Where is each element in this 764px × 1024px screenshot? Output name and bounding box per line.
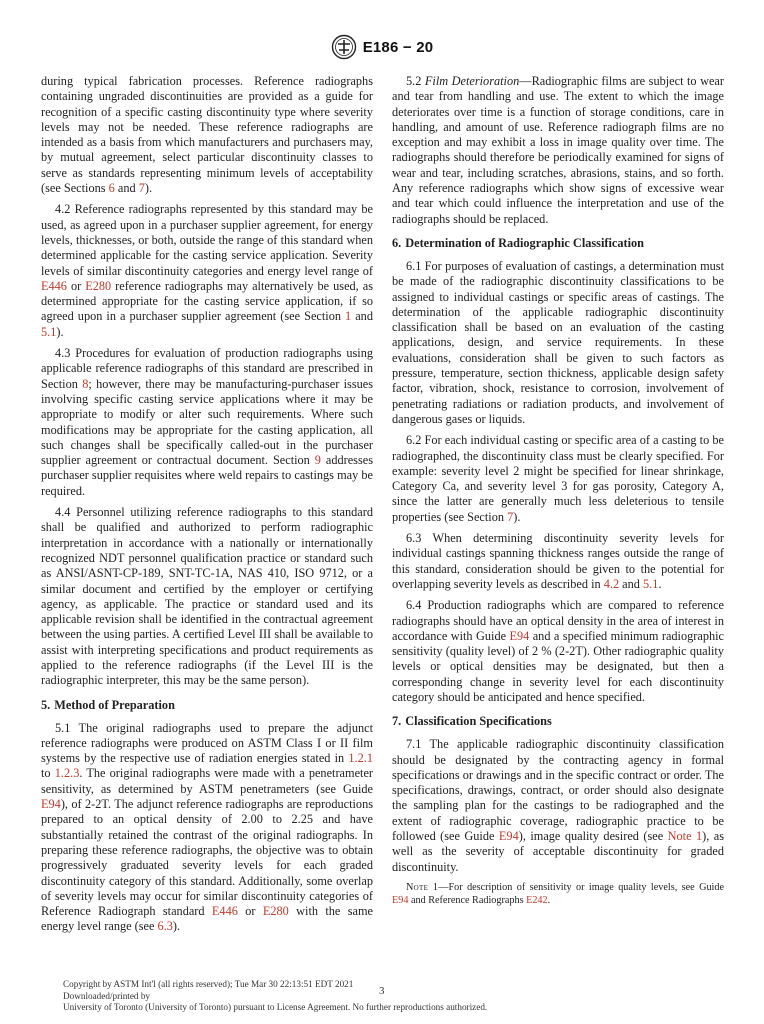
paragraph-6-2: 6.2 For each individual casting or specific area of a casting to be radiographed, the discontinuity class must be clearly specified. For example: severity level 2 might be specified for linear shrinkage, Category Ca, and severity level 3 for gas porosity, Category A, since the latter are generally much less deleterious to tensile properties (see Section 7). — [392, 433, 724, 524]
xref-e94[interactable]: E94 — [498, 829, 519, 844]
xref-5-1[interactable]: 5.1 — [41, 324, 57, 339]
left-column — [41, 74, 373, 941]
xref-section-7[interactable]: 7 — [507, 509, 514, 524]
section-5-heading: 5. Method of Preparation — [41, 697, 175, 712]
xref-e242[interactable]: E242 — [526, 894, 548, 906]
standard-designation: E186 − 20 — [362, 38, 434, 56]
xref-1-2-3[interactable]: 1.2.3 — [54, 766, 80, 781]
xref-6-3[interactable]: 6.3 — [157, 919, 173, 934]
xref-e94[interactable]: E94 — [41, 797, 61, 812]
paragraph-7-1: 7.1 The applicable radiographic discontinuity classification should be designated by the contracting agency in formal specifications or drawings and in the specific contract or order. The specifications, drawings, contract, or order should also designate the sampling plan for the castings to be radiographed and the extent of radiographic coverage, radiographic practice to be followed (see Guide E94), image quality desired (see Note 1), as well as the severity of acceptable discontinuity for graded discontinuity. — [392, 737, 724, 874]
xref-section-9[interactable]: 9 — [314, 453, 321, 468]
section-6-heading: 6. Determination of Radiographic Classification — [392, 235, 644, 250]
xref-section-7[interactable]: 7 — [138, 181, 145, 196]
xref-5-1[interactable]: 5.1 — [643, 576, 659, 591]
paragraph-6-1: 6.1 For purposes of evaluation of castings, a determination must be made of the radiographic discontinuity classifications to be assigned to individual castings or specific areas of castings. The determination of the applicable radiographic discontinuity classification shall be based on an evaluation of the casting applications, design, and service requirements. In these evaluations, consideration shall be given to such factors as pressure, temperature, section thickness, applicable design safety factor, vibration, shock, resistance to corrosion, involvement of penetrating radiations or radiation products, and involvement of dangerous gases or liquids. — [392, 258, 724, 426]
xref-section-8[interactable]: 8 — [82, 376, 89, 391]
paragraph-6-3: 6.3 When determining discontinuity severity levels for individual castings spanning thickness ranges outside the range of this standard, consideration should be given to the potential for overlapping severity levels as described in 4.2 and 5.1. — [392, 531, 724, 591]
xref-section-1[interactable]: 1 — [345, 309, 352, 324]
xref-note-1[interactable]: Note 1 — [667, 829, 703, 844]
note-1: Note 1—For description of sensitivity or image quality levels, see Guide E94 and Reference Radiographs E242. — [392, 881, 724, 906]
paragraph-4-1-continued: during typical fabrication processes. Reference radiographs containing ungraded discontinuities are provided as a guide for recognition of a specific casting discontinuity type where severity levels may not be needed. These reference radiographs are intended as a basis from which manufacturers and purchasers may, by mutual agreement, select particular discontinuity classes to serve as standards representing minimum levels of acceptability (see Sections 6 and 7). — [41, 74, 373, 196]
section-7-heading: 7. Classification Specifications — [392, 714, 552, 729]
xref-e94[interactable]: E94 — [509, 628, 530, 643]
xref-e280[interactable]: E280 — [262, 904, 289, 919]
xref-1-2-1[interactable]: 1.2.1 — [348, 751, 373, 766]
right-column — [392, 74, 724, 913]
paragraph-6-4: 6.4 Production radiographs which are compared to reference radiographs should have an optical density in the area of interest in accordance with Guide E94 and a specified minimum radiographic sensitivity (quality level) of 2 % (2-2T). Other radiographic quality levels or optical densities may be designated, but then a corresponding change in severity level for each discontinuity category should be anticipated and hence specified. — [392, 598, 724, 704]
astm-logo-icon — [331, 34, 357, 60]
xref-e446[interactable]: E446 — [211, 904, 238, 919]
xref-section-6[interactable]: 6 — [108, 181, 115, 196]
paragraph-4-4: 4.4 Personnel utilizing reference radiographs to this standard shall be qualified and authorized to perform radiographic interpretation in accordance with a nationally or internationally recognized NDT personnel qualification practice or standard such as ANSI/ASNT-CP-189, SNT-TC-1A, NAS 410, ISO 9712, or a similar document and certified by the employer or certifying agency, as applicable. The practice or standard used and its applicable revision shall be identified in the contractual agreement between the using parties. A certified Level III shall be available to assist with interpreting specifications and product requirements as applied to the reference radiographs (if the Level III is the radiographic interpreter, this may be the same person). — [41, 505, 373, 688]
xref-e94[interactable]: E94 — [392, 894, 409, 906]
paragraph-5-1: 5.1 The original radiographs used to prepare the adjunct reference radiographs were produced on ASTM Class I or II film systems by the respective use of radiation energies stated in 1.2.1 to 1.2.3. The original radiographs were made with a penetrameter sensitivity, as determined by ASTM penetrameters (see Guide E94), of 2-2T. The adjunct reference radiographs are reproductions prepared to an optical density of 2.00 to 2.25 and have substantially retained the contrast of the original radiographs. In preparing these reference radiographs, the objective was to obtain progressively graduated severity levels for each graded discontinuity category of this standard. Additionally, some overlap of severity levels may occur for similar discontinuity categories of Reference Radiograph standard E446 or E280 with the same energy level range (see 6.3). — [41, 720, 373, 934]
paragraph-5-2: 5.2 Film Deterioration—Radiographic films are subject to wear and tear from handling and use. The extent to which the image deteriorates over time is a function of storage conditions, care in handling, and amount of use. Reference radiograph films are no exception and may exhibit a loss in image quality over time. The radiographs should therefore be periodically examined for signs of wear and tear, including scratches, abrasions, stains, and so forth. Any reference radiographs which show signs of excessive wear and tear which could influence the interpretation and use of the radiographs should be replaced. — [392, 74, 724, 226]
paragraph-4-3: 4.3 Procedures for evaluation of production radiographs using applicable reference radiographs of this standard are prescribed in Section 8; however, there may be manufacturing-purchaser issues involving specific casting service applications where it may be appropriate to modify or alter such requirements. Where such modifications may be appropriate for the casting application, all such changes shall be specifically called-out in the purchaser supplier agreement or contractual document. Section 9 addresses purchaser supplier requisites where weld repairs to castings may be required. — [41, 346, 373, 498]
xref-4-2[interactable]: 4.2 — [603, 576, 620, 591]
download-line: Downloaded/printed by — [63, 990, 151, 1001]
xref-e446[interactable]: E446 — [41, 278, 67, 293]
page-number: 3 — [379, 985, 385, 997]
xref-e280[interactable]: E280 — [85, 278, 112, 293]
license-line: University of Toronto (University of Toronto) pursuant to License Agreement. No further reproductions authorized. — [63, 1002, 488, 1012]
paragraph-4-2: 4.2 Reference radiographs represented by this standard may be used, as agreed upon in a purchaser supplier agreement, for energy levels, thicknesses, or both, outside the range of this standard when determined applicable for the casting service application. Severity levels of similar discontinuity categories and energy level range of E446 or E280 reference radiographs may alternatively be used, as determined appropriate for the casting service application, if so agreed upon in a purchaser supplier agreement (see Section 1 and 5.1). — [41, 202, 373, 339]
copyright-line: Copyright by ASTM Int'l (all rights reserved); Tue Mar 30 22:13:51 EDT 2021 — [63, 979, 354, 989]
page-header — [0, 34, 764, 60]
